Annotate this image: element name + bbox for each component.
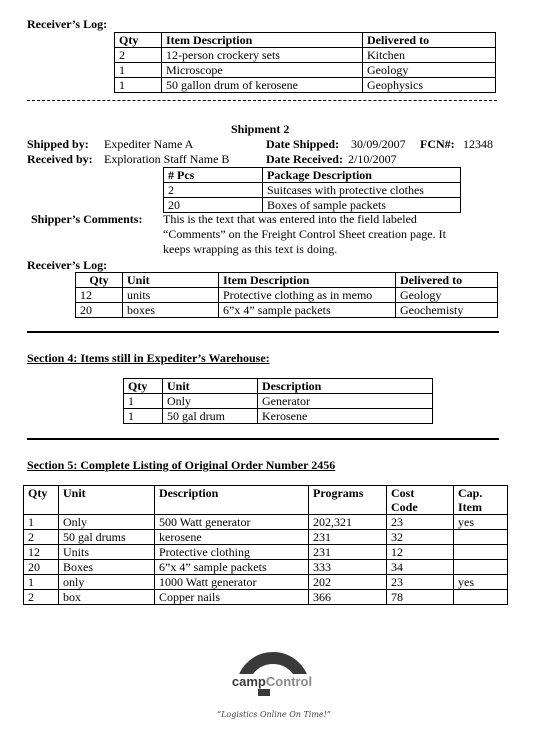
logo-brand-part2: Control — [265, 674, 313, 689]
table-header-row — [24, 486, 508, 515]
cell: 202,321 — [309, 515, 387, 530]
col-header: Delivered to — [396, 273, 498, 288]
cell: 34 — [387, 560, 454, 575]
cell: 20 — [24, 560, 59, 575]
cell: 2 — [164, 183, 263, 198]
col-header: Qty — [124, 379, 163, 394]
section-divider — [27, 438, 499, 440]
table-row — [76, 303, 498, 318]
col-header-text: Programs — [313, 486, 364, 500]
cell: Suitcases with protective clothes — [263, 183, 461, 198]
col-header-text: Code — [391, 500, 418, 514]
cell: Boxes — [59, 560, 155, 575]
logo-wordmark — [222, 674, 322, 689]
comments-line: This is the text that was entered into the field labeled — [163, 212, 417, 226]
cell: only — [59, 575, 155, 590]
cell: 20 — [76, 303, 123, 318]
col-header-text: Cap. — [458, 486, 483, 500]
receivers-log-heading: Receiver’s Log: — [27, 258, 108, 272]
col-header: Unit — [123, 273, 219, 288]
col-header: # Pcs — [164, 168, 263, 183]
table-row — [115, 48, 496, 63]
logo-arc-icon — [208, 652, 338, 732]
col-header — [155, 486, 309, 515]
cell: 1 — [24, 575, 59, 590]
cell: 1000 Watt generator — [155, 575, 309, 590]
dashed-separator — [27, 100, 497, 101]
cell: Geochemisty — [396, 303, 498, 318]
table-row — [24, 530, 508, 545]
cell: Units — [59, 545, 155, 560]
col-header — [59, 486, 155, 515]
order-listing-table — [23, 485, 508, 605]
table-header-row — [124, 379, 433, 394]
section4-heading: Section 4: Items still in Expediter’s Warehouse: — [27, 351, 270, 365]
col-header-text: Description — [159, 486, 219, 500]
cell: Copper nails — [155, 590, 309, 605]
cell: 20 — [164, 198, 263, 213]
table-row — [164, 198, 461, 213]
col-header: Qty — [115, 33, 162, 48]
cell: 231 — [309, 530, 387, 545]
cell: 1 — [124, 394, 163, 409]
cell: 366 — [309, 590, 387, 605]
received-by-label: Received by: — [27, 152, 93, 166]
table-row — [124, 409, 433, 424]
comments-line: keeps wrapping as this text is doing. — [163, 242, 338, 256]
col-header — [309, 486, 387, 515]
cell: 1 — [115, 63, 162, 78]
col-header: Description — [258, 379, 433, 394]
fcn-label: FCN#: — [420, 137, 455, 151]
section5-heading: Section 5: Complete Listing of Original Order Number 2456 — [27, 458, 336, 472]
cell: 1 — [124, 409, 163, 424]
cell: 12 — [76, 288, 123, 303]
warehouse-table — [123, 378, 433, 424]
date-received-label: Date Received: — [266, 152, 343, 166]
fcn-value: 12348 — [463, 137, 493, 151]
logo-brand-part1: camp — [231, 674, 266, 689]
cell: 12-person crockery sets — [162, 48, 363, 63]
cell: box — [59, 590, 155, 605]
cell: Boxes of sample packets — [263, 198, 461, 213]
cell: 6”x 4” sample packets — [155, 560, 309, 575]
col-header: Qty — [76, 273, 123, 288]
cell: 32 — [387, 530, 454, 545]
cell: 1 — [24, 515, 59, 530]
col-header-text: Qty — [28, 486, 48, 500]
campcontrol-logo — [208, 652, 338, 732]
col-header — [454, 486, 508, 515]
table-header-row — [115, 33, 496, 48]
table-row — [124, 394, 433, 409]
cell: 12 — [387, 545, 454, 560]
cell: Kerosene — [258, 409, 433, 424]
cell: 23 — [387, 515, 454, 530]
comments-text — [163, 212, 446, 257]
col-header-text: Item — [458, 500, 482, 514]
col-header: Delivered to — [363, 33, 496, 48]
cell: 1 — [115, 78, 162, 93]
col-header — [24, 486, 59, 515]
cell: 12 — [24, 545, 59, 560]
shipped-by-label: Shipped by: — [27, 137, 89, 151]
cell: Protective clothing — [155, 545, 309, 560]
cell — [454, 560, 508, 575]
date-received-value: 2/10/2007 — [348, 152, 397, 166]
cell: yes — [454, 515, 508, 530]
cell: Generator — [258, 394, 433, 409]
table-header-row — [76, 273, 498, 288]
cell: Microscope — [162, 63, 363, 78]
col-header: Package Description — [263, 168, 461, 183]
table-row — [76, 288, 498, 303]
cell — [454, 545, 508, 560]
cell: 500 Watt generator — [155, 515, 309, 530]
cell: Kitchen — [363, 48, 496, 63]
col-header-text: Unit — [63, 486, 86, 500]
table-row — [164, 183, 461, 198]
cell: Geology — [363, 63, 496, 78]
cell: Geology — [396, 288, 498, 303]
receivers-log-table — [75, 272, 498, 318]
cell: 333 — [309, 560, 387, 575]
cell: 2 — [115, 48, 162, 63]
table-row — [24, 590, 508, 605]
logo-tagline: “Logistics Online On Time!” — [217, 710, 331, 719]
date-shipped-label: Date Shipped: — [266, 137, 340, 151]
date-shipped-value: 30/09/2007 — [351, 137, 406, 151]
cell: 6”x 4” sample packets — [219, 303, 396, 318]
comments-label: Shipper’s Comments: — [31, 212, 143, 226]
table-row — [24, 515, 508, 530]
table-row — [24, 560, 508, 575]
package-table — [163, 167, 461, 213]
cell — [454, 530, 508, 545]
cell: Only — [59, 515, 155, 530]
cell — [454, 590, 508, 605]
received-by-value: Exploration Staff Name B — [104, 152, 230, 166]
cell: kerosene — [155, 530, 309, 545]
table-row — [24, 545, 508, 560]
comments-line: “Comments” on the Freight Control Sheet creation page. It — [163, 227, 446, 241]
cell: units — [123, 288, 219, 303]
cell: 50 gal drum — [163, 409, 258, 424]
table-header-row — [164, 168, 461, 183]
col-header: Unit — [163, 379, 258, 394]
cell: 2 — [24, 590, 59, 605]
cell: 202 — [309, 575, 387, 590]
table-row — [115, 63, 496, 78]
col-header: Item Description — [219, 273, 396, 288]
cell: boxes — [123, 303, 219, 318]
cell: 231 — [309, 545, 387, 560]
col-header: Item Description — [162, 33, 363, 48]
shipped-by-value: Expediter Name A — [104, 137, 194, 151]
table-row — [24, 575, 508, 590]
cell: yes — [454, 575, 508, 590]
cell: Protective clothing as in memo — [219, 288, 396, 303]
receivers-log-heading: Receiver’s Log: — [27, 17, 108, 31]
table-row — [115, 78, 496, 93]
cell: Only — [163, 394, 258, 409]
cell: 50 gal drums — [59, 530, 155, 545]
col-header — [387, 486, 454, 515]
receivers-log-table — [114, 32, 496, 93]
cell: 50 gallon drum of kerosene — [162, 78, 363, 93]
cell: 78 — [387, 590, 454, 605]
col-header-text: Cost — [391, 486, 415, 500]
cell: Geophysics — [363, 78, 496, 93]
cell: 23 — [387, 575, 454, 590]
cell: 2 — [24, 530, 59, 545]
shipment-title: Shipment 2 — [231, 122, 290, 136]
section-divider — [27, 331, 499, 333]
